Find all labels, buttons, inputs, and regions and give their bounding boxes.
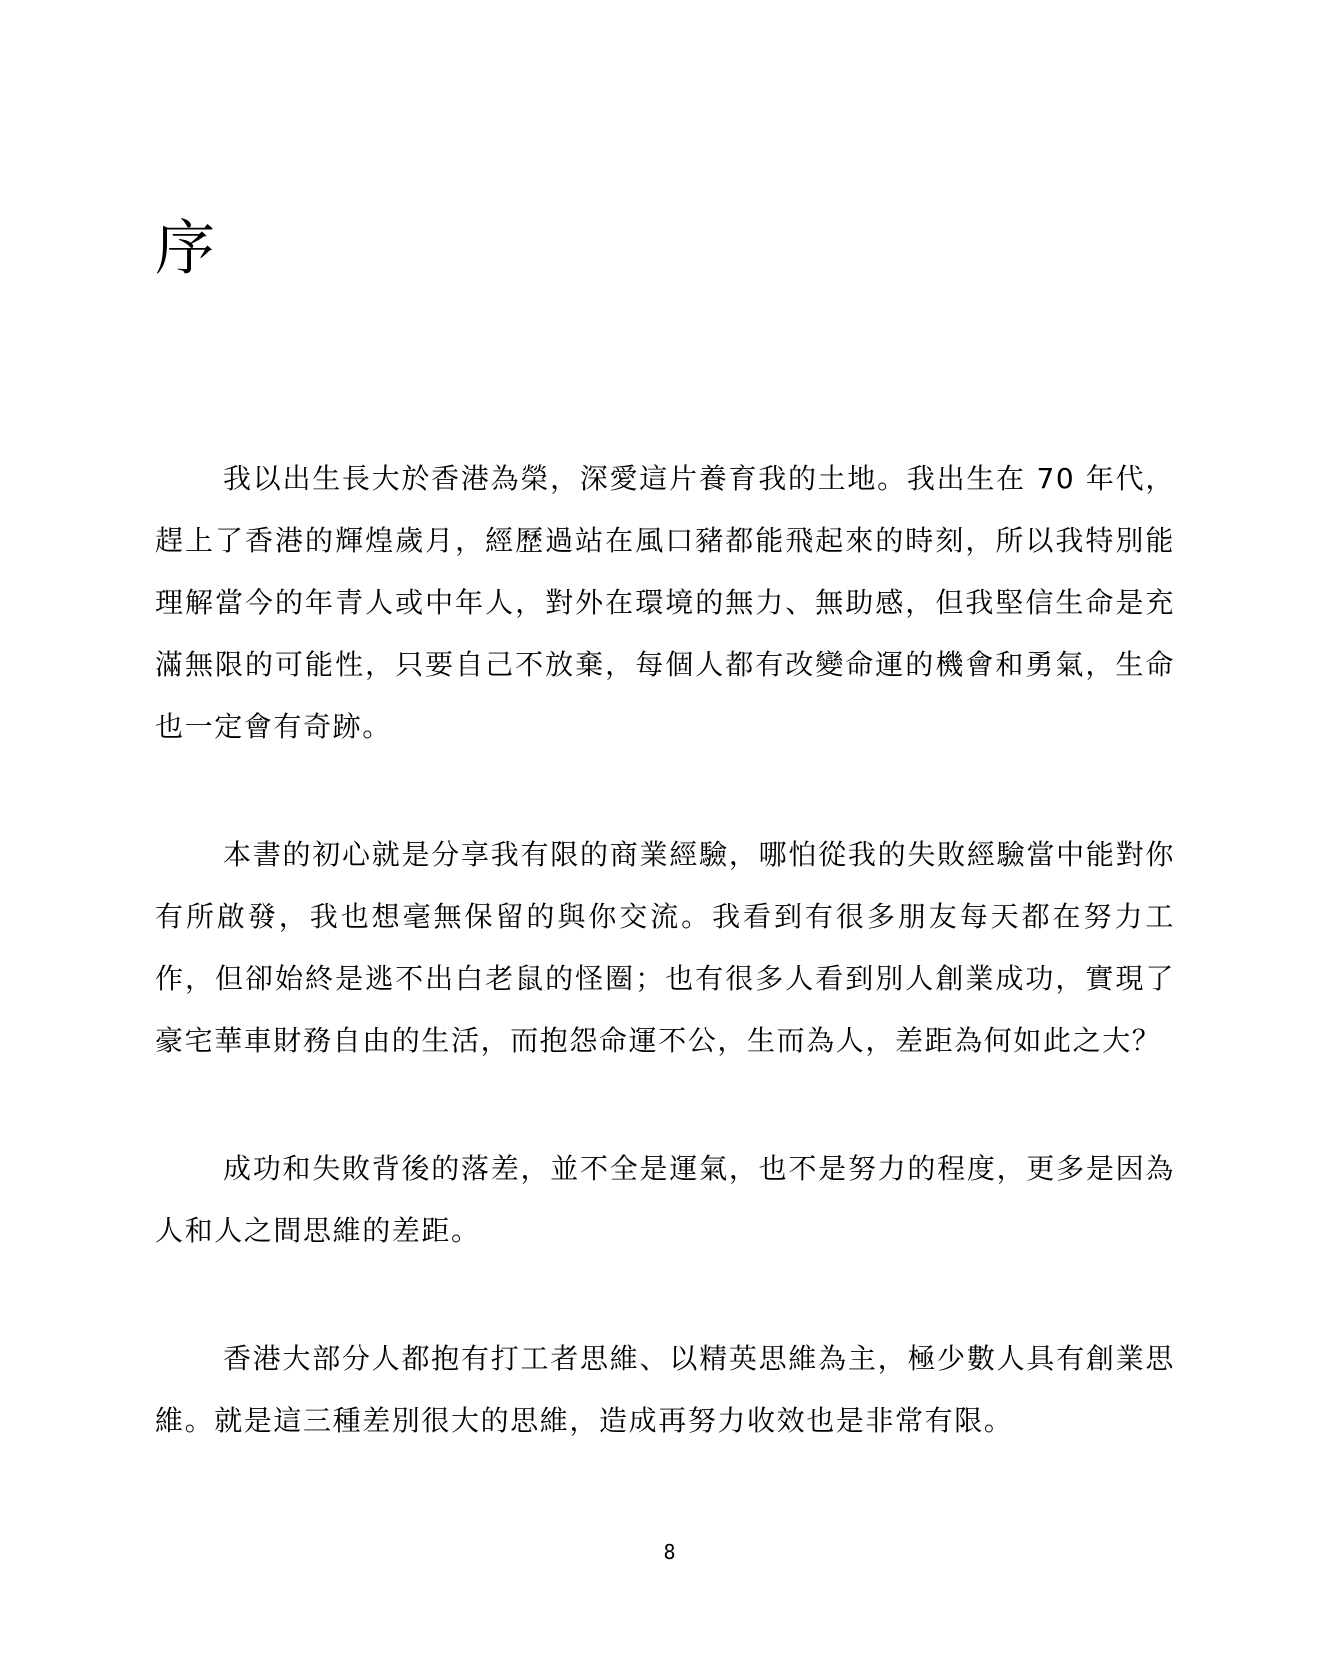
page-number: 8 (663, 1540, 676, 1564)
paragraph-3: 成功和失敗背後的落差，並不全是運氣，也不是努力的程度，更多是因為人和人之間思維的差距。 (155, 1152, 1175, 1247)
page-title: 序 (155, 214, 215, 284)
body-text (155, 448, 1175, 1518)
paragraph-1: 我以出生長大於香港為榮，深愛這片養育我的土地。我出生在 70 年代，趕上了香港的輝煌歲月，經歷過站在風口豬都能飛起來的時刻，所以我特別能理解當今的年青人或中年人，對外在環境的無力、無助感，但我堅信生命是充滿無限的可能性，只要自己不放棄，每個人都有改變命運的機會和勇氣，生命也一定會有奇跡。 (155, 462, 1175, 743)
paragraph-2: 本書的初心就是分享我有限的商業經驗，哪怕從我的失敗經驗當中能對你有所啟發，我也想毫無保留的與你交流。我看到有很多朋友每天都在努力工作，但卻始終是逃不出白老鼠的怪圈；也有很多人看到別人創業成功，實現了豪宅華車財務自由的生活，而抱怨命運不公，生而為人，差距為何如此之大？ (155, 838, 1175, 1057)
paragraph-4: 香港大部分人都抱有打工者思維、以精英思維為主，極少數人具有創業思維。就是這三種差別很大的思維，造成再努力收效也是非常有限。 (155, 1342, 1175, 1437)
